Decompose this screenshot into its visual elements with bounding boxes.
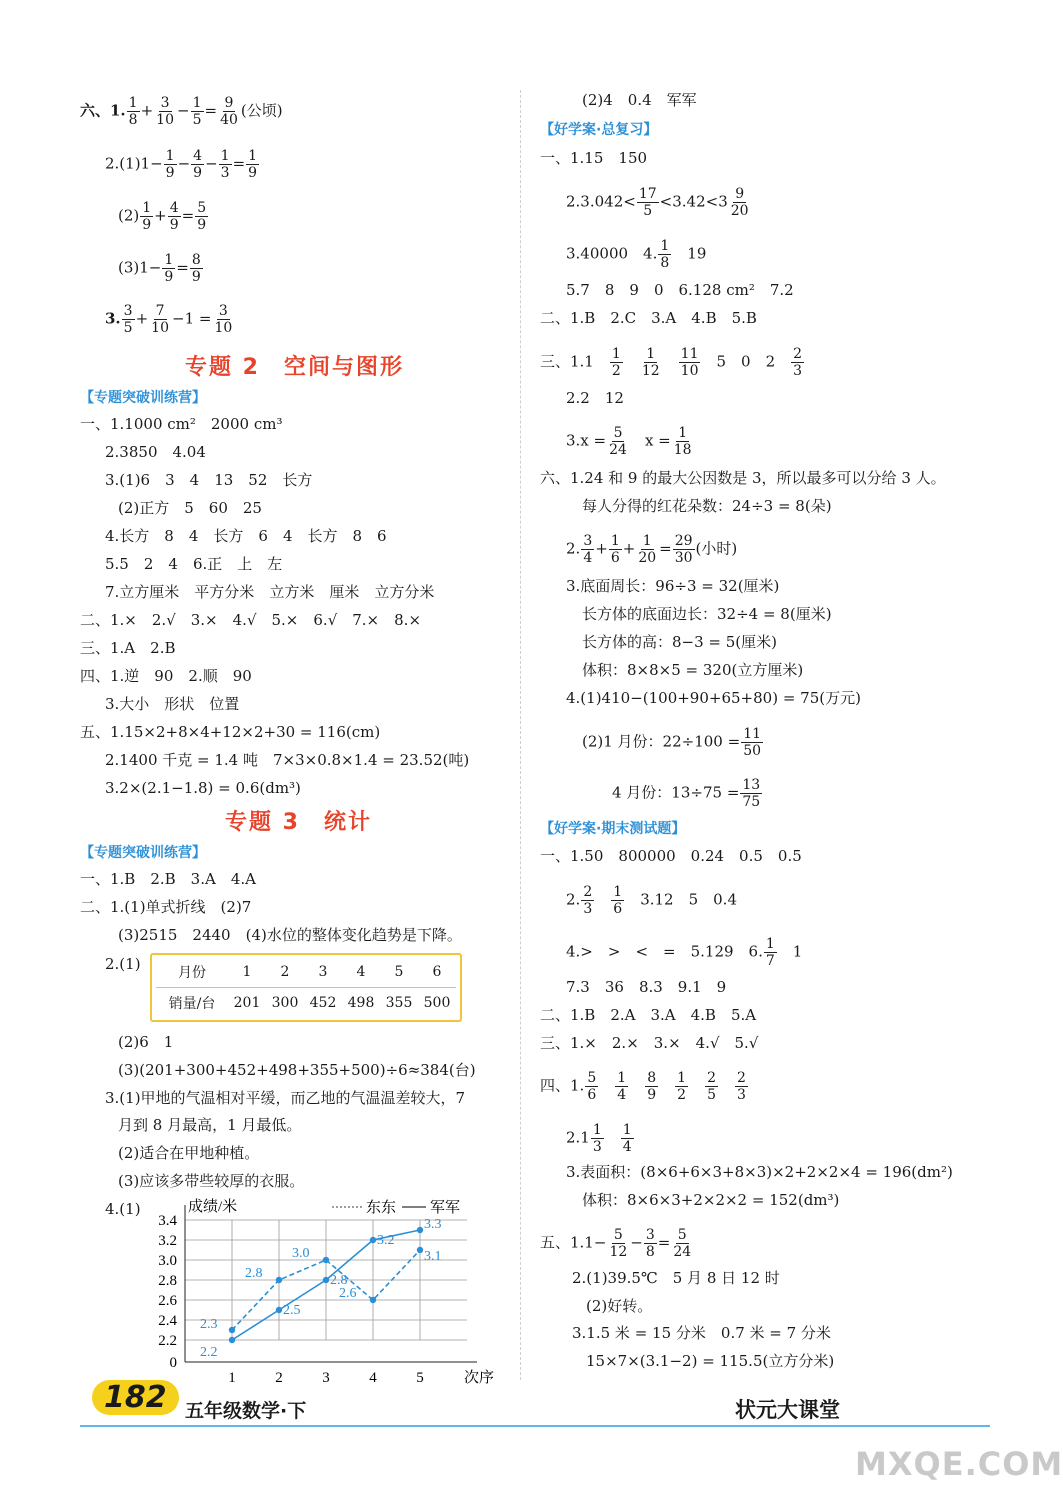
left-answer-6-3: 3. $\frac{3}{5}$ + $\frac{7}{10}$ −1 = $\frac{3}{10}$ — [105, 303, 233, 336]
fraction: $\frac{5}{24}$ — [673, 1227, 692, 1260]
table-cell: 498 — [347, 995, 375, 1011]
data-point — [370, 1297, 376, 1303]
table-cell: 1 — [242, 964, 252, 980]
fraction: $\frac{1}{2}$ — [611, 346, 621, 379]
answer-line: 2.(1)39.5℃ 5 月 8 日 12 时 — [572, 1269, 780, 1287]
data-point — [229, 1337, 235, 1343]
answer-line: 一、1.50 800000 0.24 0.5 0.5 — [540, 847, 802, 865]
data-point — [229, 1327, 235, 1333]
y-tick-label: 2.8 — [158, 1273, 177, 1289]
legend-label: 东东 — [366, 1200, 397, 1216]
sales-table — [150, 953, 462, 1022]
data-label: 3.3 — [424, 1217, 442, 1232]
fraction: $\frac{4}{9}$ — [169, 200, 179, 233]
y-tick-label: 2.4 — [158, 1313, 177, 1329]
data-point — [276, 1277, 282, 1283]
answer-line: 二、1.B 2.A 3.A 4.B 5.A — [540, 1006, 757, 1024]
data-label: 2.8 — [245, 1266, 263, 1281]
fraction: $\frac{9}{40}$ — [220, 95, 238, 128]
fraction: $\frac{17}{5}$ — [638, 186, 657, 219]
fraction: $\frac{2}{3}$ — [583, 884, 593, 917]
fraction: $\frac{2}{5}$ — [707, 1070, 716, 1103]
data-label: 3.2 — [377, 1233, 395, 1248]
answer-line: 三、1.A 2.B — [80, 639, 176, 657]
answer-line: (2)4 0.4 军军 — [582, 91, 697, 109]
page-number: 182 — [92, 1380, 179, 1415]
answer-line: 7.3 36 8.3 9.1 9 — [566, 978, 727, 996]
table-cell: 4 — [356, 964, 366, 980]
x-tick-label: 5 — [416, 1370, 424, 1386]
fraction: $\frac{1}{3}$ — [220, 148, 230, 181]
y-tick-label: 0 — [169, 1355, 177, 1371]
data-point — [370, 1237, 376, 1243]
table-cell: 3 — [318, 964, 328, 980]
answer-line: 3.1.5 米 = 15 分米 0.7 米 = 7 分米 — [572, 1324, 831, 1342]
answer-line: 六、1.24 和 9 的最大公因数是 3，所以最多可以分给 3 人。 — [540, 469, 946, 487]
fraction: $\frac{9}{20}$ — [730, 186, 749, 219]
fraction: $\frac{5}{24}$ — [609, 425, 627, 458]
x-axis-title: 次序 — [463, 1370, 495, 1386]
section-tag-final: 【好学案·期末测试题】 — [540, 821, 686, 837]
y-axis-title: 成绩/米 — [188, 1199, 238, 1215]
answer-line-fractions: 2.3.042< $\frac{17}{5}$ <3.42<3 $\frac{9}{20}$ — [566, 186, 749, 219]
answer-line: 5.7 8 9 0 6.128 cm² 7.2 — [566, 281, 794, 299]
answer-line: 2.1400 千克 = 1.4 吨 7×3×0.8×1.4 = 23.52(吨) — [105, 751, 470, 769]
answer-line: (2)6 1 — [118, 1033, 174, 1051]
table-cell: 452 — [309, 995, 337, 1011]
answer-line: 一、1.15 150 — [540, 149, 648, 167]
fraction: $\frac{1}{12}$ — [641, 346, 660, 379]
table-header-cell: 销量/台 — [168, 996, 216, 1012]
fraction: $\frac{13}{75}$ — [742, 777, 761, 810]
fraction: $\frac{2}{3}$ — [793, 346, 803, 379]
left-answer-6-2-2: (2) $\frac{1}{9}$ + $\frac{4}{9}$ = $\frac{5}{9}$ — [118, 200, 207, 233]
table-cell: 500 — [423, 995, 451, 1011]
section-tag-review: 【好学案·总复习】 — [540, 122, 658, 138]
section-heading-topic-2: 专题 2 空间与图形 — [185, 355, 404, 380]
fraction: $\frac{1}{8}$ — [660, 238, 670, 271]
data-label: 3.0 — [292, 1246, 310, 1261]
answer-line: (3)(201+300+452+498+355+500)÷6≈384(台) — [118, 1061, 476, 1079]
answer-line-fractions: 2. $\frac{3}{4}$ + $\frac{1}{6}$ + $\frac{1}{20}$ = $\frac{29}{30}$ (小时) — [566, 533, 738, 566]
fraction: $\frac{1}{6}$ — [610, 533, 620, 566]
answer-line: (3)2515 2440 (4)水位的整体变化趋势是下降。 — [118, 926, 462, 944]
y-tick-label: 2.2 — [158, 1333, 177, 1349]
answer-line: 长方体的高：8−3 = 5(厘米) — [582, 633, 778, 651]
answer-line-fractions: 五、1.1− $\frac{5}{12}$ − $\frac{3}{8}$ = $\frac{5}{24}$ — [540, 1227, 692, 1260]
x-tick-label: 3 — [322, 1370, 330, 1386]
fraction: $\frac{11}{50}$ — [743, 726, 762, 759]
answer-line: 三、1.× 2.× 3.× 4.√ 5.√ — [540, 1034, 759, 1052]
y-tick-label: 3.0 — [158, 1253, 177, 1269]
answer-line: 4.(1)410−(100+90+65+80) = 75(万元) — [566, 689, 861, 707]
data-label: 2.5 — [283, 1303, 301, 1318]
answer-line: 3.2×(2.1−1.8) = 0.6(dm³) — [105, 779, 301, 797]
fraction: $\frac{8}{9}$ — [647, 1070, 657, 1103]
answer-line: 二、1.× 2.√ 3.× 4.√ 5.× 6.√ 7.× 8.× — [80, 611, 422, 629]
table-cell: 5 — [394, 964, 404, 980]
line-chart — [140, 1195, 500, 1385]
fraction: $\frac{1}{6}$ — [613, 884, 623, 917]
x-tick-label: 4 — [369, 1370, 377, 1386]
answer-line-fractions: 三、1.1 $\frac{1}{2}$ $\frac{1}{12}$ $\frac{11}{10}$ 5 0 2 $\frac{2}{3}$ — [540, 346, 803, 379]
fraction: $\frac{1}{9}$ — [248, 148, 258, 181]
data-point — [276, 1307, 282, 1313]
table-label: 2.(1) — [105, 955, 141, 973]
table-header-cell: 月份 — [178, 965, 206, 981]
answer-line: 2.2 12 — [566, 389, 624, 407]
answer-line-fractions: 3.x = $\frac{5}{24}$ x = $\frac{1}{18}$ — [566, 425, 692, 458]
fraction: $\frac{1}{9}$ — [164, 252, 174, 285]
fraction: $\frac{1}{4}$ — [617, 1070, 627, 1103]
answer-line: 4.长方 8 4 长方 6 4 长方 8 6 — [105, 527, 387, 545]
answer-line-fractions: 2.1 $\frac{1}{3}$ $\frac{1}{4}$ — [566, 1122, 632, 1155]
y-tick-label: 2.6 — [158, 1293, 177, 1309]
answer-line: 五、1.15×2+8×4+12×2+30 = 116(cm) — [80, 723, 381, 741]
answer-line: 四、1.逆 90 2.顺 90 — [80, 667, 252, 685]
fraction: $\frac{1}{8}$ — [128, 95, 138, 128]
data-label: 2.3 — [200, 1317, 218, 1332]
data-label: 2.6 — [339, 1286, 357, 1301]
data-point — [323, 1257, 329, 1263]
fraction: $\frac{1}{9}$ — [142, 200, 152, 233]
answer-line: (2)正方 5 60 25 — [118, 499, 262, 517]
table-cell: 300 — [271, 995, 299, 1011]
fraction: $\frac{3}{10}$ — [214, 303, 233, 336]
fraction: $\frac{1}{20}$ — [638, 533, 657, 566]
left-answer-6-2-1: 2.(1)1− $\frac{1}{9}$ − $\frac{4}{9}$ − $\frac{1}{3}$ = $\frac{1}{9}$ — [105, 148, 258, 181]
answer-line-fractions: 3.40000 4. $\frac{1}{8}$ 19 — [566, 238, 707, 271]
answer-line: 3.(1)甲地的气温相对平缓，而乙地的气温温差较大，7 — [105, 1089, 466, 1107]
column-divider — [520, 90, 521, 1380]
answer-line: 二、1.B 2.C 3.A 4.B 5.B — [540, 309, 757, 327]
answer-line: 一、1.B 2.B 3.A 4.A — [80, 870, 256, 888]
answer-line: 长方体的底面边长：32÷4 = 8(厘米) — [582, 605, 832, 623]
answer-line: 7.立方厘米 平方分米 立方米 厘米 立方分米 — [105, 583, 435, 601]
y-tick-label: 3.2 — [158, 1233, 177, 1249]
fraction: $\frac{11}{10}$ — [680, 346, 699, 379]
footer-divider — [80, 1425, 990, 1427]
watermark: MXQE.COM — [855, 1445, 1063, 1483]
answer-line-fractions: 2. $\frac{2}{3}$ $\frac{1}{6}$ 3.12 5 0.4 — [566, 884, 737, 917]
answer-line: 体积：8×6×3+2×2×2 = 152(dm³) — [582, 1191, 840, 1209]
answer-line: 2.3850 4.04 — [105, 443, 206, 461]
data-point — [417, 1247, 423, 1253]
fraction: $\frac{5}{12}$ — [609, 1227, 628, 1260]
fraction: $\frac{1}{7}$ — [765, 936, 775, 969]
y-tick-label: 3.4 — [158, 1213, 177, 1229]
grade-subject: 五年级数学·下 — [185, 1400, 307, 1422]
answer-line: 3.大小 形状 位置 — [105, 695, 240, 713]
left-answer-6-1: 六、1. $\frac{1}{8}$ + $\frac{3}{10}$ − $\frac{1}{5}$ = $\frac{9}{40}$ (公顷) — [80, 95, 283, 128]
answer-line: 二、1.(1)单式折线 (2)7 — [80, 898, 252, 916]
answer-line: 3.表面积：(8×6+6×3+8×3)×2+2×2×4 = 196(dm²) — [566, 1163, 953, 1181]
answer-line: (3)应该多带些较厚的衣服。 — [118, 1172, 305, 1190]
answer-line-fractions: 4 月份：13÷75 = $\frac{13}{75}$ — [612, 777, 761, 810]
fraction: $\frac{1}{18}$ — [673, 425, 692, 458]
fraction: $\frac{8}{9}$ — [191, 252, 201, 285]
left-answer-6-2-3: (3)1− $\frac{1}{9}$ = $\frac{8}{9}$ — [118, 252, 201, 285]
answer-line: (2)适合在甲地种植。 — [118, 1144, 260, 1162]
table-cell: 355 — [385, 995, 413, 1011]
fraction: $\frac{7}{10}$ — [151, 303, 169, 336]
chart-label: 4.(1) — [105, 1200, 141, 1218]
section-heading-topic-3: 专题 3 统计 — [225, 810, 372, 835]
data-label: 3.1 — [424, 1249, 442, 1264]
answer-line: 体积：8×8×5 = 320(立方厘米) — [582, 661, 804, 679]
answer-line-fractions: (2)1 月份：22÷100 = $\frac{11}{50}$ — [582, 726, 762, 759]
answer-line: 3.(1)6 3 4 13 52 长方 — [105, 471, 313, 489]
table-cell: 6 — [432, 964, 442, 980]
fraction: $\frac{3}{5}$ — [123, 303, 133, 336]
answer-line: 每人分得的红花朵数：24÷3 = 8(朵) — [582, 497, 832, 515]
data-label: 2.8 — [330, 1273, 348, 1288]
answer-line: 3.底面周长：96÷3 = 32(厘米) — [566, 577, 780, 595]
table-cell: 201 — [233, 995, 261, 1011]
section-tag: 【专题突破训练营】 — [80, 845, 206, 861]
x-tick-label: 1 — [228, 1370, 236, 1386]
fraction: $\frac{1}{5}$ — [192, 95, 202, 128]
legend-label: 军军 — [430, 1200, 461, 1216]
fraction: $\frac{1}{2}$ — [677, 1070, 687, 1103]
answer-line: 一、1.1000 cm² 2000 cm³ — [80, 415, 283, 433]
fraction: $\frac{5}{6}$ — [587, 1070, 597, 1103]
answer-line: 15×7×(3.1−2) = 115.5(立方分米) — [586, 1352, 835, 1370]
section-tag: 【专题突破训练营】 — [80, 390, 206, 406]
answer-line: 月到 8 月最高，1 月最低。 — [118, 1116, 302, 1134]
fraction: $\frac{3}{10}$ — [156, 95, 174, 128]
fraction: $\frac{2}{3}$ — [737, 1070, 746, 1103]
data-label: 2.2 — [200, 1345, 218, 1360]
fraction: $\frac{1}{4}$ — [622, 1122, 632, 1155]
answer-line-fractions: 四、1. $\frac{5}{6}$ $\frac{1}{4}$ $\frac{8}{9}$ $\frac{1}{2}$ $\frac{2}{5}$ $\frac{2}{3}$ — [540, 1070, 746, 1103]
x-tick-label: 2 — [275, 1370, 283, 1386]
answer-line: 5.5 2 4 6.正 上 左 — [105, 555, 283, 573]
data-point — [417, 1227, 423, 1233]
fraction: $\frac{3}{8}$ — [645, 1227, 655, 1260]
fraction: $\frac{4}{9}$ — [193, 148, 203, 181]
fraction: $\frac{1}{9}$ — [165, 148, 175, 181]
table-cell: 2 — [280, 964, 290, 980]
fraction: $\frac{1}{3}$ — [592, 1122, 602, 1155]
fraction: $\frac{5}{9}$ — [197, 200, 207, 233]
fraction: $\frac{29}{30}$ — [674, 533, 693, 566]
data-point — [323, 1277, 329, 1283]
answer-line-fractions: 4.> > < = 5.129 6. $\frac{1}{7}$ 1 — [566, 936, 803, 969]
answer-line: (2)好转。 — [586, 1297, 653, 1315]
fraction: $\frac{3}{4}$ — [583, 533, 593, 566]
brand-name: 状元大课堂 — [735, 1398, 840, 1422]
